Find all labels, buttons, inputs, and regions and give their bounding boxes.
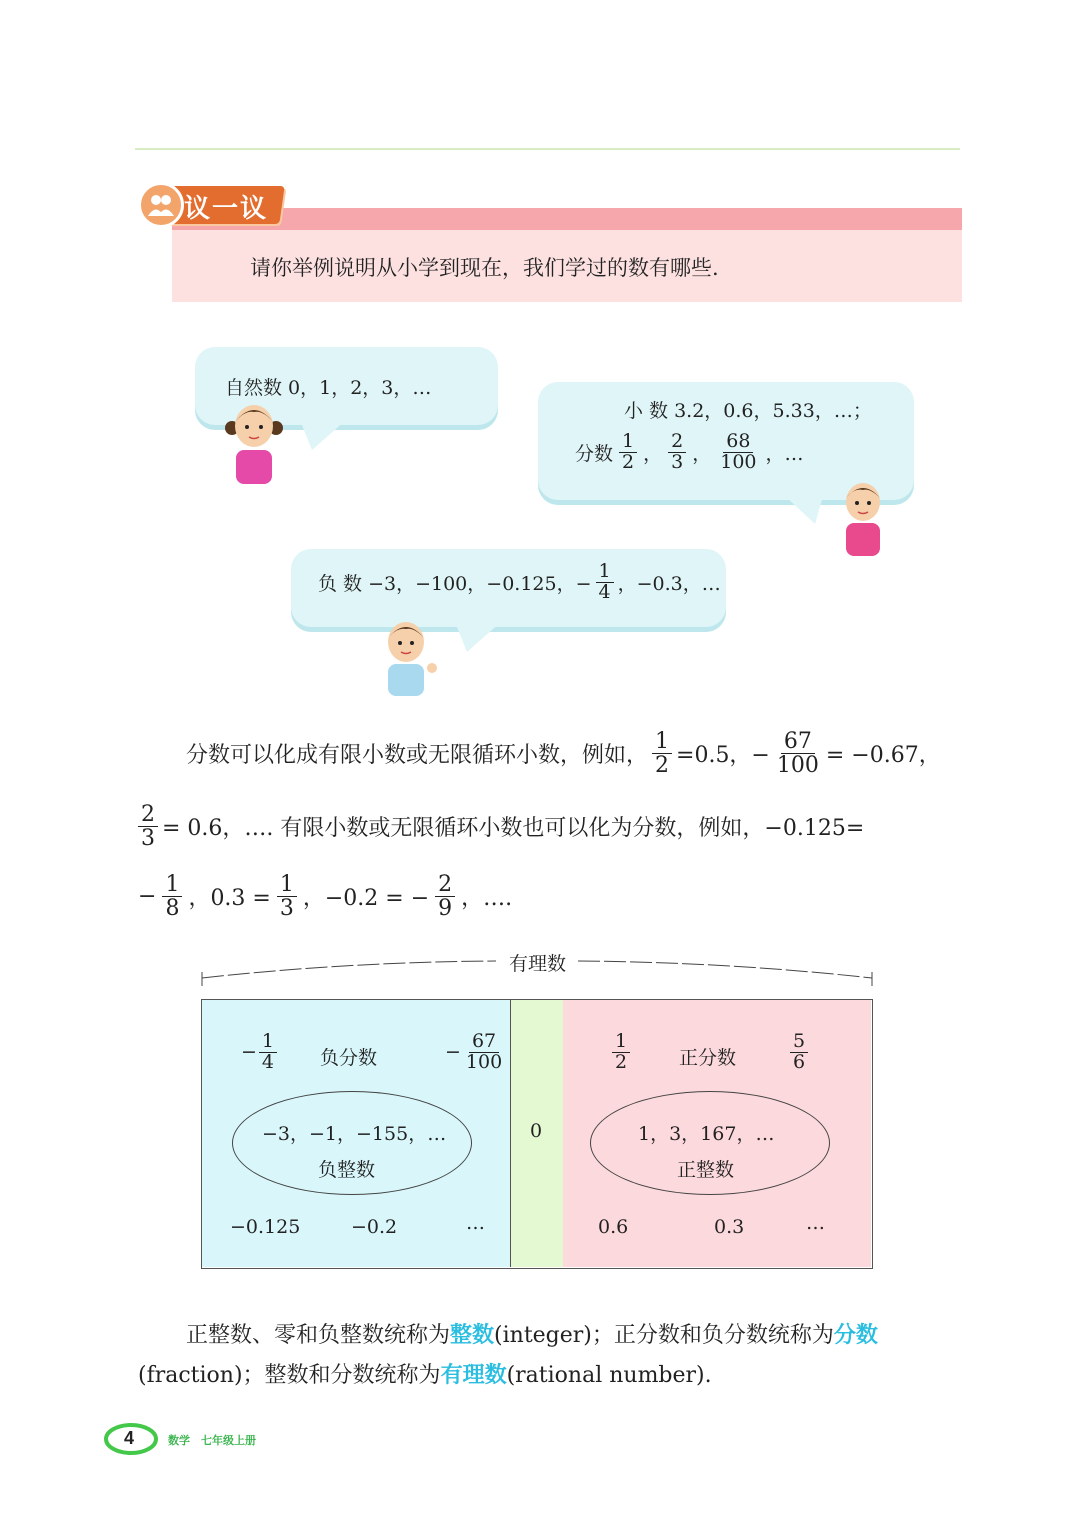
paragraph-line-3: − $\frac{1}{8}$ ，0.3 = $\frac{1}{3}$ ，−0.2 = − $\frac{2}{9}$ ，…. [138,872,513,922]
page-number: 4 [124,1428,135,1448]
pos-frac-label: 正分数 [679,1047,737,1069]
top-rule [135,148,960,150]
definition-line-2: (fraction)；整数和分数统称为有理数(rational number). [138,1362,712,1388]
discussion-icon [138,182,184,228]
header-band [172,208,962,230]
book-title: 数学 七年级上册 [168,1434,256,1447]
neg-frac-b: − $\frac{67}{100}$ [445,1030,503,1073]
negative-tail: ，−0.3，… [617,572,721,595]
neg-bottom-3: … [466,1212,485,1234]
pos-int-label: 正整数 [677,1159,735,1181]
pos-int-values: 1，3，167，… [638,1123,775,1145]
fraction-label: 分数 [575,442,614,465]
zero-value: 0 [530,1120,543,1142]
neg-frac-label: 负分数 [320,1047,378,1069]
pos-frac-b: $\frac{5}{6}$ [790,1032,808,1073]
negative-row [318,562,721,603]
pos-bottom-2: 0.3 [714,1216,745,1238]
keyword-rational: 有理数 [440,1362,507,1388]
neg-int-values: −3，−1，−155，… [262,1123,447,1145]
pos-frac-a: $\frac{1}{2}$ [612,1032,630,1073]
paragraph-line-1: 分数可以化成有限小数或无限循环小数，例如， $\frac{1}{2}$ =0.5，− $\frac{67}{100}$ = −0.67， [186,729,941,779]
diagram-title: 有理数 [509,953,567,975]
fraction-row: 分数 $\frac{1}{2}$ ， $\frac{2}{3}$ ， $\frac{68}{100}$ ，… [575,430,804,473]
negative-text: 负 数 −3，−100，−0.125，− [318,572,592,595]
prompt-text: 请你举例说明从小学到现在，我们学过的数有哪些. [250,256,719,280]
paragraph-line-2: $\frac{2}{3}$ = 0.6，…. 有限小数或无限循环小数也可以化为分数，例如，−0.125= [138,803,864,850]
girl-illustration [225,400,283,484]
boy-illustration-1 [840,478,886,556]
fraction-1-2: $\frac{1}{2}$ [619,432,637,473]
fraction-68-100: $\frac{68}{100}$ [720,430,757,473]
section-title: 议一议 [184,194,269,224]
keyword-fraction: 分数 [833,1322,878,1348]
neg-bottom-2: −0.2 [351,1216,398,1238]
boy-illustration-2 [382,616,438,696]
fraction-2-3: $\frac{2}{3}$ [668,432,686,473]
neg-int-label: 负整数 [318,1159,376,1181]
negative-fraction: $\frac{1}{4}$ [596,562,614,603]
keyword-integer: 整数 [450,1322,495,1348]
definition-line-1: 正整数、零和负整数统称为整数(integer)；正分数和负分数统称为分数 [186,1322,878,1348]
neg-bottom-1: −0.125 [230,1216,301,1238]
pos-bottom-1: 0.6 [598,1216,629,1238]
neg-frac-a: − $\frac{1}{4}$ [241,1032,277,1073]
natural-numbers-text: 自然数 0，1，2，3，… [225,377,432,399]
decimal-text: 小 数 3.2，0.6，5.33，…； [624,400,872,422]
pos-bottom-3: … [806,1212,825,1234]
